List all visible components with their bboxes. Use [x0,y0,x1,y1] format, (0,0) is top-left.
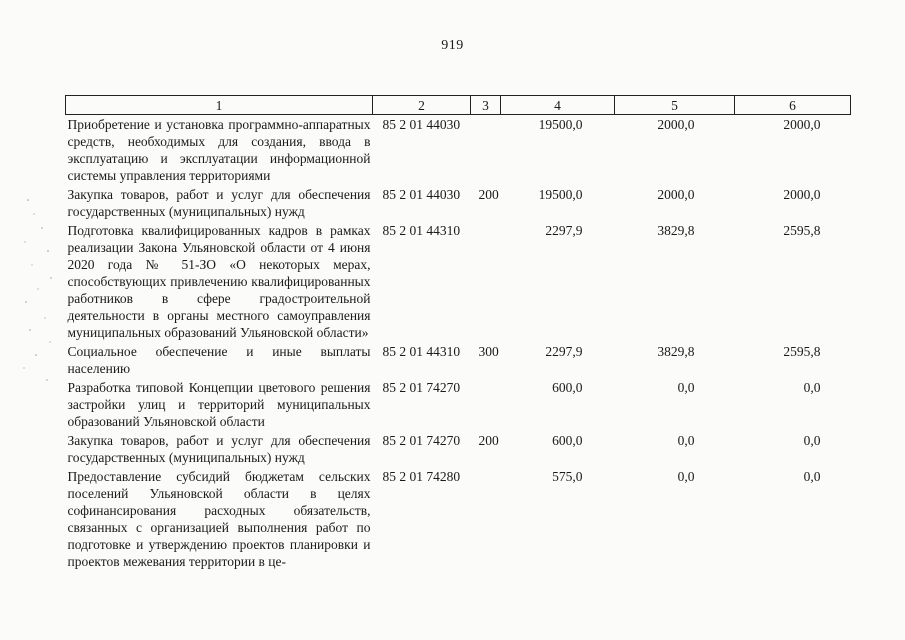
table-row [66,467,851,571]
row-name: Социальное обеспечение и иные выплаты населению [67,344,371,376]
page-number: 919 [441,38,464,53]
column-header-1: 1 [66,96,373,115]
row-code: 85 2 01 44310 [382,223,461,238]
row-code: 85 2 01 44310 [382,344,461,359]
row-value-6: 2000,0 [783,117,821,132]
column-header-2: 2 [373,96,471,115]
budget-table [65,95,851,571]
row-value-4: 19500,0 [538,187,583,202]
row-type: 300 [478,344,499,359]
header-row [66,96,851,115]
scan-noise-marks [20,190,60,390]
row-type [471,221,501,342]
column-header-5: 5 [615,96,735,115]
row-value-4: 19500,0 [538,117,583,132]
row-type [471,467,501,571]
row-value-4: 600,0 [552,433,583,448]
table-row [66,342,851,378]
row-name: Закупка товаров, работ и услуг для обеспечения государственных (муниципальных) нужд [67,187,371,219]
row-value-5: 3829,8 [657,344,695,359]
row-value-6: 2595,8 [783,223,821,238]
row-type [471,115,501,186]
row-value-4: 2297,9 [545,344,583,359]
row-code: 85 2 01 44030 [382,187,461,202]
row-value-6: 0,0 [803,433,821,448]
table-row [66,221,851,342]
row-type: 200 [478,433,499,448]
row-name: Разработка типовой Концепции цветового решения застройки улиц и территорий муниципальных образований Ульяновской области [67,380,371,429]
row-code: 85 2 01 44030 [382,117,461,132]
row-name: Приобретение и установка программно-аппаратных средств, необходимых для создания, ввода в эксплуатацию и эксплуатации информационной системы управления территориями [67,117,371,183]
row-value-5: 0,0 [677,433,695,448]
table-row [66,185,851,221]
row-name: Закупка товаров, работ и услуг для обеспечения государственных (муниципальных) нужд [67,433,371,465]
row-value-5: 0,0 [677,469,695,484]
row-value-5: 2000,0 [657,117,695,132]
table-row [66,378,851,431]
row-value-6: 0,0 [803,380,821,395]
row-type: 200 [478,187,499,202]
column-header-4: 4 [501,96,615,115]
table-row [66,115,851,186]
row-value-6: 0,0 [803,469,821,484]
row-value-5: 0,0 [677,380,695,395]
table-row [66,431,851,467]
row-name: Предоставление субсидий бюджетам сельских поселений Ульяновской области в целях софинансирования расходных обязательств, связанных с организацией выполнения работ по подготовке и утверждению проектов планировки и проектов межевания территории в це- [67,469,371,569]
row-code: 85 2 01 74280 [382,469,461,484]
row-value-4: 575,0 [552,469,583,484]
row-code: 85 2 01 74270 [382,433,461,448]
row-value-4: 600,0 [552,380,583,395]
column-header-3: 3 [471,96,501,115]
row-value-4: 2297,9 [545,223,583,238]
row-value-5: 2000,0 [657,187,695,202]
row-value-6: 2000,0 [783,187,821,202]
row-value-5: 3829,8 [657,223,695,238]
column-header-6: 6 [735,96,851,115]
row-name: Подготовка квалифицированных кадров в рамках реализации Закона Ульяновской области от 4 июня 2020 года № 51-ЗО «О некоторых мерах, способствующих привлечению квалифицированных работников в сфере градостроительной деятельности в органы местного самоуправления муниципальных образований Ульяновской области» [67,223,371,340]
row-type [471,378,501,431]
row-code: 85 2 01 74270 [382,380,461,395]
row-value-6: 2595,8 [783,344,821,359]
